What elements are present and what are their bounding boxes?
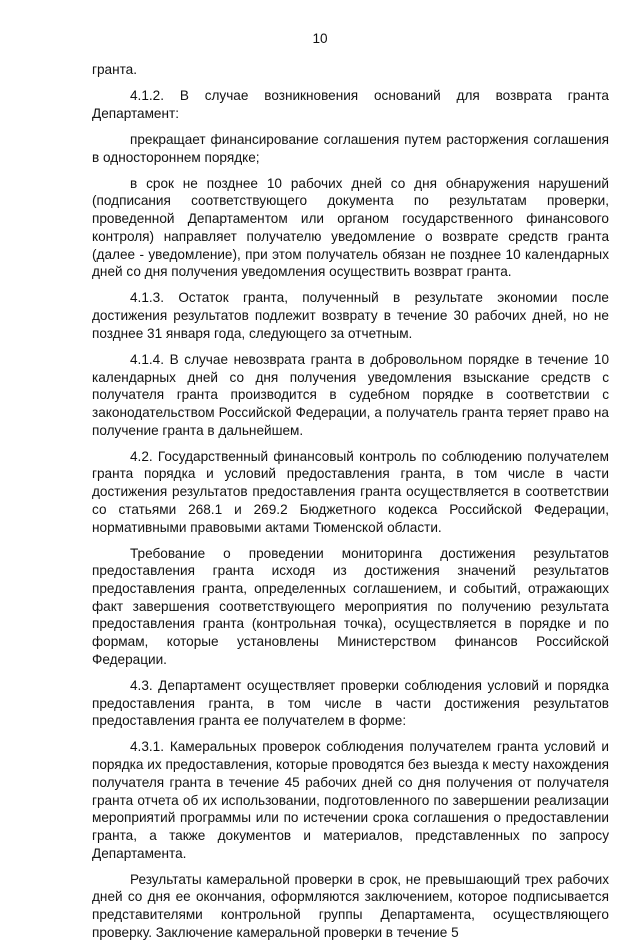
paragraph-desk-audit-results: Результаты камеральной проверки в срок, не превышающий трех рабочих дней со дня ее окончания, оформляются заключением, которое подписывается представителями контрольной группы Департамента, осуществляющего проверку. Заключение камеральной проверки в течение 5 — [92, 871, 609, 940]
page-number: 10 — [312, 31, 328, 46]
paragraph-notification-deadline: в срок не позднее 10 рабочих дней со дня обнаружения нарушений (подписания соответствующего документа по результатам проверки, проведенной Департаментом или органом государственного финансового контроля) направляет получателю уведомление о возврате средств гранта (далее - уведомление), при этом получатель обязан не позднее 10 календарных дней со дня получения уведомления осуществить возврат гранта. — [92, 175, 609, 280]
paragraph-continuation: гранта. — [92, 62, 137, 77]
paragraph-4-1-3: 4.1.3. Остаток гранта, полученный в результате экономии после достижения результатов подлежит возврату в течение 30 рабочих дней, но не позднее 31 января года, следующего за отчетным. — [92, 290, 609, 341]
document-body — [92, 61, 609, 950]
paragraph-4-3: 4.3. Департамент осуществляет проверки соблюдения условий и порядка предоставления гранта, в том числе в части достижения результатов предоставления гранта ее получателем в форме: — [92, 677, 609, 729]
paragraph-4-2: 4.2. Государственный финансовый контроль по соблюдению получателем гранта порядка и условий предоставления гранта, в том числе в части достижения результатов предоставления гранта осуществляется в соответствии со статьями 268.1 и 269.2 Бюджетного кодекса Российской Федерации, нормативными правовыми актами Тюменской области. — [92, 448, 609, 535]
paragraph-terminate-funding: прекращает финансирование соглашения путем расторжения соглашения в одностороннем порядке; — [92, 131, 609, 165]
paragraph-monitoring-requirement: Требование о проведении мониторинга достижения результатов предоставления гранта исходя из достижения значений результатов предоставления гранта, определенных соглашением, и событий, отражающих факт завершения соответствующего мероприятия по получению результата предоставления гранта (контрольная точка), осуществляется в порядке и по формам, которые установлены Министерством финансов Российской Федерации. — [92, 545, 609, 667]
paragraph-4-1-4: 4.1.4. В случае невозврата гранта в добровольном порядке в течение 10 календарных дней со дня получения уведомления взыскание средств с получателя гранта производится в судебном порядке в соответствии с законодательством Российской Федерации, а получатель гранта теряет право на получение гранта в дальнейшем. — [92, 351, 609, 438]
paragraph-4-1-2: 4.1.2. В случае возникновения оснований для возврата гранта Департамент: — [92, 88, 609, 121]
paragraph-4-3-1: 4.3.1. Камеральных проверок соблюдения получателем гранта условий и порядка их предоставления, которые проводятся без выезда к месту нахождения получателя гранта в течение 45 рабочих дней со дня получения от получателя гранта отчета об их использовании, подготовленного по завершении реализации мероприятий программы или по истечении срока соглашения о предоставлении гранта, а также документов и материалов, представленных по запросу Департамента. — [92, 739, 609, 861]
